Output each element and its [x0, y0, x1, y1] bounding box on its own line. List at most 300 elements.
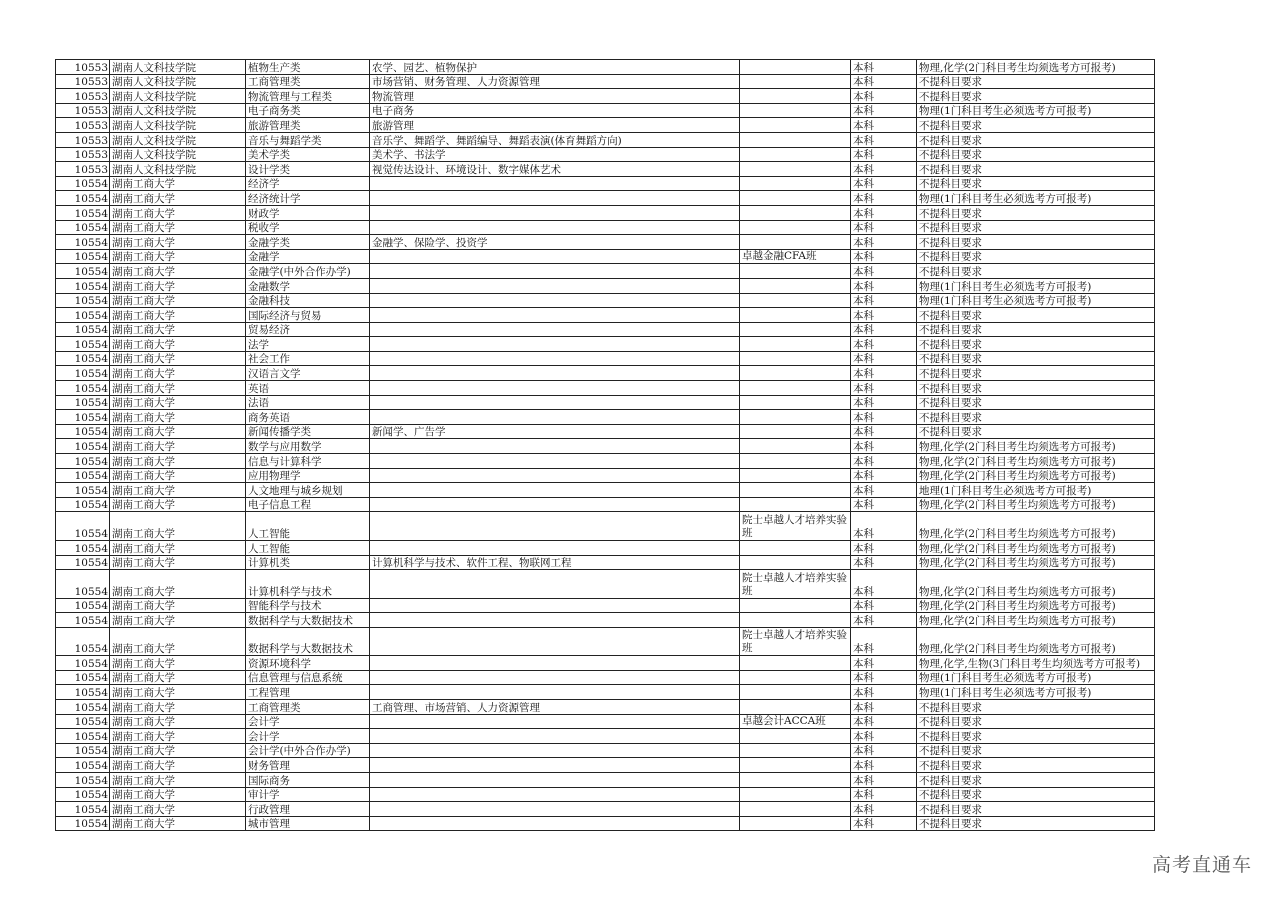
subject-requirement-cell: 物理,化学(2门科目考生均须选考方可报考) [917, 540, 1155, 555]
level-cell: 本科 [851, 351, 917, 366]
included-majors-cell [370, 176, 740, 191]
major-name-cell: 金融科技 [246, 293, 370, 308]
table-row [56, 381, 1155, 396]
subject-requirement-cell: 不提科目要求 [917, 132, 1155, 147]
included-majors-cell [370, 293, 740, 308]
remark-cell [740, 729, 851, 744]
remark-cell [740, 235, 851, 250]
included-majors-cell: 旅游管理 [370, 118, 740, 133]
school-code-cell: 10554 [56, 249, 110, 264]
included-majors-cell [370, 278, 740, 293]
table-row [56, 308, 1155, 323]
school-name-cell: 湖南工商大学 [110, 439, 246, 454]
major-name-cell: 城市管理 [246, 816, 370, 831]
level-cell: 本科 [851, 89, 917, 104]
subject-requirement-cell: 不提科目要求 [917, 176, 1155, 191]
subject-requirement-cell: 不提科目要求 [917, 381, 1155, 396]
remark-cell [740, 555, 851, 570]
included-majors-cell [370, 540, 740, 555]
level-cell: 本科 [851, 118, 917, 133]
school-code-cell: 10554 [56, 395, 110, 410]
subject-requirement-cell: 物理(1门科目考生必须选考方可报考) [917, 685, 1155, 700]
table-row [56, 439, 1155, 454]
school-name-cell: 湖南工商大学 [110, 700, 246, 715]
subject-requirement-cell: 物理(1门科目考生必须选考方可报考) [917, 191, 1155, 206]
school-code-cell: 10554 [56, 512, 110, 541]
table-row [56, 351, 1155, 366]
included-majors-cell [370, 191, 740, 206]
remark-cell [740, 176, 851, 191]
subject-requirement-cell: 不提科目要求 [917, 89, 1155, 104]
remark-cell [740, 670, 851, 685]
subject-requirement-cell: 物理,化学(2门科目考生均须选考方可报考) [917, 555, 1155, 570]
major-name-cell: 社会工作 [246, 351, 370, 366]
subject-requirement-cell: 不提科目要求 [917, 700, 1155, 715]
subject-requirement-cell: 不提科目要求 [917, 729, 1155, 744]
remark-cell [740, 337, 851, 352]
school-name-cell: 湖南工商大学 [110, 264, 246, 279]
school-code-cell: 10554 [56, 454, 110, 469]
school-name-cell: 湖南工商大学 [110, 743, 246, 758]
table-row [56, 555, 1155, 570]
level-cell: 本科 [851, 74, 917, 89]
level-cell: 本科 [851, 656, 917, 671]
school-code-cell: 10554 [56, 627, 110, 656]
subject-requirement-cell: 物理,化学(2门科目考生均须选考方可报考) [917, 512, 1155, 541]
major-name-cell: 设计学类 [246, 162, 370, 177]
subject-requirement-cell: 物理,化学(2门科目考生均须选考方可报考) [917, 627, 1155, 656]
table-row [56, 249, 1155, 264]
school-name-cell: 湖南工商大学 [110, 235, 246, 250]
table-row [56, 176, 1155, 191]
school-name-cell: 湖南工商大学 [110, 598, 246, 613]
subject-requirement-cell: 不提科目要求 [917, 220, 1155, 235]
school-name-cell: 湖南工商大学 [110, 773, 246, 788]
school-name-cell: 湖南人文科技学院 [110, 132, 246, 147]
included-majors-cell [370, 483, 740, 498]
school-name-cell: 湖南工商大学 [110, 366, 246, 381]
included-majors-cell [370, 351, 740, 366]
major-name-cell: 智能科学与技术 [246, 598, 370, 613]
school-name-cell: 湖南工商大学 [110, 410, 246, 425]
included-majors-cell [370, 787, 740, 802]
subject-requirement-cell: 不提科目要求 [917, 322, 1155, 337]
included-majors-cell [370, 308, 740, 323]
remark-cell [740, 74, 851, 89]
remark-cell [740, 381, 851, 396]
subject-requirement-cell: 物理,化学(2门科目考生均须选考方可报考) [917, 468, 1155, 483]
school-code-cell: 10554 [56, 743, 110, 758]
included-majors-cell: 物流管理 [370, 89, 740, 104]
major-name-cell: 汉语言文学 [246, 366, 370, 381]
watermark-logo-text: 高考直通车 [1151, 854, 1252, 876]
table-row [56, 395, 1155, 410]
level-cell: 本科 [851, 264, 917, 279]
table-row [56, 278, 1155, 293]
school-code-cell: 10554 [56, 685, 110, 700]
school-code-cell: 10554 [56, 773, 110, 788]
major-name-cell: 工商管理类 [246, 74, 370, 89]
table-row [56, 700, 1155, 715]
table-row [56, 656, 1155, 671]
level-cell: 本科 [851, 714, 917, 729]
remark-cell [740, 278, 851, 293]
major-name-cell: 植物生产类 [246, 60, 370, 75]
level-cell: 本科 [851, 220, 917, 235]
table-row [56, 103, 1155, 118]
subject-requirement-cell: 物理,化学(2门科目考生均须选考方可报考) [917, 570, 1155, 599]
remark-cell [740, 162, 851, 177]
major-name-cell: 工程管理 [246, 685, 370, 700]
remark-cell [740, 118, 851, 133]
school-name-cell: 湖南工商大学 [110, 729, 246, 744]
level-cell: 本科 [851, 308, 917, 323]
remark-cell [740, 424, 851, 439]
school-code-cell: 10554 [56, 802, 110, 817]
major-name-cell: 数据科学与大数据技术 [246, 613, 370, 628]
school-name-cell: 湖南工商大学 [110, 205, 246, 220]
major-name-cell: 国际经济与贸易 [246, 308, 370, 323]
remark-cell [740, 308, 851, 323]
remark-cell: 卓越会计ACCA班 [740, 714, 851, 729]
school-code-cell: 10554 [56, 337, 110, 352]
subject-requirement-cell: 不提科目要求 [917, 162, 1155, 177]
level-cell: 本科 [851, 512, 917, 541]
subject-requirement-cell: 物理,化学(2门科目考生均须选考方可报考) [917, 454, 1155, 469]
subject-requirement-cell: 不提科目要求 [917, 351, 1155, 366]
school-name-cell: 湖南人文科技学院 [110, 74, 246, 89]
school-code-cell: 10554 [56, 497, 110, 512]
level-cell: 本科 [851, 802, 917, 817]
included-majors-cell [370, 773, 740, 788]
level-cell: 本科 [851, 729, 917, 744]
subject-requirement-cell: 不提科目要求 [917, 773, 1155, 788]
level-cell: 本科 [851, 293, 917, 308]
school-code-cell: 10553 [56, 103, 110, 118]
subject-requirement-cell: 不提科目要求 [917, 264, 1155, 279]
table-row [56, 670, 1155, 685]
included-majors-cell [370, 627, 740, 656]
school-name-cell: 湖南人文科技学院 [110, 118, 246, 133]
major-name-cell: 经济统计学 [246, 191, 370, 206]
major-name-cell: 行政管理 [246, 802, 370, 817]
school-name-cell: 湖南工商大学 [110, 540, 246, 555]
included-majors-cell [370, 729, 740, 744]
table-row [56, 743, 1155, 758]
school-code-cell: 10554 [56, 410, 110, 425]
subject-requirement-cell: 物理(1门科目考生必须选考方可报考) [917, 293, 1155, 308]
remark-cell [740, 351, 851, 366]
major-name-cell: 金融学(中外合作办学) [246, 264, 370, 279]
school-code-cell: 10554 [56, 570, 110, 599]
subject-requirement-cell: 物理,化学(2门科目考生均须选考方可报考) [917, 598, 1155, 613]
school-code-cell: 10554 [56, 439, 110, 454]
remark-cell [740, 264, 851, 279]
table-row [56, 816, 1155, 831]
major-name-cell: 会计学 [246, 714, 370, 729]
major-name-cell: 国际商务 [246, 773, 370, 788]
level-cell: 本科 [851, 205, 917, 220]
remark-cell [740, 89, 851, 104]
remark-cell: 卓越金融CFA班 [740, 249, 851, 264]
included-majors-cell: 新闻学、广告学 [370, 424, 740, 439]
school-code-cell: 10554 [56, 381, 110, 396]
major-name-cell: 数学与应用数学 [246, 439, 370, 454]
remark-cell [740, 454, 851, 469]
remark-cell [740, 816, 851, 831]
school-code-cell: 10554 [56, 483, 110, 498]
remark-cell [740, 103, 851, 118]
major-name-cell: 法语 [246, 395, 370, 410]
subject-requirement-cell: 不提科目要求 [917, 308, 1155, 323]
school-name-cell: 湖南工商大学 [110, 249, 246, 264]
included-majors-cell [370, 802, 740, 817]
major-name-cell: 会计学(中外合作办学) [246, 743, 370, 758]
included-majors-cell [370, 395, 740, 410]
table-row [56, 483, 1155, 498]
school-name-cell: 湖南工商大学 [110, 816, 246, 831]
included-majors-cell [370, 570, 740, 599]
table-row [56, 685, 1155, 700]
school-name-cell: 湖南工商大学 [110, 714, 246, 729]
major-name-cell: 物流管理与工程类 [246, 89, 370, 104]
school-name-cell: 湖南工商大学 [110, 220, 246, 235]
school-code-cell: 10554 [56, 264, 110, 279]
school-name-cell: 湖南人文科技学院 [110, 162, 246, 177]
table-row [56, 714, 1155, 729]
level-cell: 本科 [851, 627, 917, 656]
level-cell: 本科 [851, 176, 917, 191]
subject-requirement-cell: 不提科目要求 [917, 802, 1155, 817]
remark-cell [740, 758, 851, 773]
level-cell: 本科 [851, 497, 917, 512]
school-name-cell: 湖南人文科技学院 [110, 103, 246, 118]
school-code-cell: 10554 [56, 656, 110, 671]
school-code-cell: 10554 [56, 816, 110, 831]
table-body [56, 60, 1155, 831]
school-name-cell: 湖南工商大学 [110, 351, 246, 366]
level-cell: 本科 [851, 249, 917, 264]
subject-requirement-cell: 不提科目要求 [917, 74, 1155, 89]
school-name-cell: 湖南工商大学 [110, 758, 246, 773]
subject-requirement-cell: 不提科目要求 [917, 395, 1155, 410]
level-cell: 本科 [851, 381, 917, 396]
major-name-cell: 旅游管理类 [246, 118, 370, 133]
remark-cell [740, 700, 851, 715]
subject-requirement-cell: 不提科目要求 [917, 787, 1155, 802]
major-name-cell: 审计学 [246, 787, 370, 802]
major-name-cell: 金融学 [246, 249, 370, 264]
included-majors-cell [370, 220, 740, 235]
table-row [56, 497, 1155, 512]
remark-cell [740, 685, 851, 700]
major-name-cell: 财政学 [246, 205, 370, 220]
included-majors-cell: 电子商务 [370, 103, 740, 118]
included-majors-cell [370, 337, 740, 352]
remark-cell [740, 60, 851, 75]
subject-requirement-cell: 物理,化学(2门科目考生均须选考方可报考) [917, 497, 1155, 512]
school-name-cell: 湖南工商大学 [110, 191, 246, 206]
remark-cell [740, 787, 851, 802]
school-code-cell: 10554 [56, 598, 110, 613]
school-name-cell: 湖南工商大学 [110, 570, 246, 599]
included-majors-cell [370, 322, 740, 337]
level-cell: 本科 [851, 468, 917, 483]
remark-cell [740, 497, 851, 512]
included-majors-cell [370, 613, 740, 628]
major-name-cell: 数据科学与大数据技术 [246, 627, 370, 656]
table-row [56, 235, 1155, 250]
table-row [56, 758, 1155, 773]
subject-requirement-cell: 不提科目要求 [917, 118, 1155, 133]
major-name-cell: 新闻传播学类 [246, 424, 370, 439]
school-name-cell: 湖南工商大学 [110, 670, 246, 685]
level-cell: 本科 [851, 410, 917, 425]
school-code-cell: 10554 [56, 293, 110, 308]
level-cell: 本科 [851, 103, 917, 118]
included-majors-cell [370, 758, 740, 773]
school-code-cell: 10554 [56, 714, 110, 729]
school-code-cell: 10554 [56, 351, 110, 366]
included-majors-cell [370, 512, 740, 541]
table-row [56, 802, 1155, 817]
school-code-cell: 10554 [56, 366, 110, 381]
remark-cell [740, 205, 851, 220]
level-cell: 本科 [851, 540, 917, 555]
major-name-cell: 工商管理类 [246, 700, 370, 715]
level-cell: 本科 [851, 366, 917, 381]
level-cell: 本科 [851, 787, 917, 802]
subject-requirement-cell: 不提科目要求 [917, 235, 1155, 250]
table-row [56, 773, 1155, 788]
table-row [56, 540, 1155, 555]
school-code-cell: 10554 [56, 220, 110, 235]
subject-requirement-cell: 不提科目要求 [917, 424, 1155, 439]
level-cell: 本科 [851, 424, 917, 439]
remark-cell [740, 598, 851, 613]
subject-requirement-cell: 不提科目要求 [917, 410, 1155, 425]
included-majors-cell: 市场营销、财务管理、人力资源管理 [370, 74, 740, 89]
level-cell: 本科 [851, 322, 917, 337]
included-majors-cell [370, 468, 740, 483]
school-name-cell: 湖南工商大学 [110, 278, 246, 293]
school-code-cell: 10554 [56, 468, 110, 483]
school-name-cell: 湖南工商大学 [110, 627, 246, 656]
school-code-cell: 10553 [56, 162, 110, 177]
school-name-cell: 湖南工商大学 [110, 322, 246, 337]
included-majors-cell [370, 670, 740, 685]
included-majors-cell [370, 410, 740, 425]
remark-cell [740, 468, 851, 483]
subject-requirement-cell: 不提科目要求 [917, 758, 1155, 773]
table-row [56, 74, 1155, 89]
table-row [56, 205, 1155, 220]
included-majors-cell: 美术学、书法学 [370, 147, 740, 162]
remark-cell: 院士卓越人才培养实验班 [740, 512, 851, 541]
remark-cell [740, 220, 851, 235]
school-name-cell: 湖南工商大学 [110, 293, 246, 308]
level-cell: 本科 [851, 132, 917, 147]
school-code-cell: 10554 [56, 670, 110, 685]
school-code-cell: 10553 [56, 118, 110, 133]
table-row [56, 627, 1155, 656]
remark-cell [740, 132, 851, 147]
school-name-cell: 湖南工商大学 [110, 555, 246, 570]
level-cell: 本科 [851, 758, 917, 773]
included-majors-cell [370, 249, 740, 264]
remark-cell [740, 439, 851, 454]
table-row [56, 322, 1155, 337]
major-name-cell: 人工智能 [246, 512, 370, 541]
table-row [56, 570, 1155, 599]
table-row [56, 89, 1155, 104]
subject-requirement-cell: 物理,化学,生物(3门科目考生均须选考方可报考) [917, 656, 1155, 671]
level-cell: 本科 [851, 700, 917, 715]
school-name-cell: 湖南工商大学 [110, 454, 246, 469]
subject-requirement-cell: 不提科目要求 [917, 337, 1155, 352]
table-row [56, 293, 1155, 308]
remark-cell [740, 322, 851, 337]
school-code-cell: 10554 [56, 322, 110, 337]
included-majors-cell [370, 366, 740, 381]
school-code-cell: 10554 [56, 278, 110, 293]
level-cell: 本科 [851, 454, 917, 469]
subject-requirement-cell: 地理(1门科目考生必须选考方可报考) [917, 483, 1155, 498]
major-name-cell: 会计学 [246, 729, 370, 744]
included-majors-cell: 视觉传达设计、环境设计、数字媒体艺术 [370, 162, 740, 177]
school-name-cell: 湖南工商大学 [110, 802, 246, 817]
included-majors-cell [370, 454, 740, 469]
included-majors-cell: 农学、园艺、植物保护 [370, 60, 740, 75]
major-name-cell: 信息与计算科学 [246, 454, 370, 469]
school-code-cell: 10554 [56, 729, 110, 744]
school-code-cell: 10553 [56, 74, 110, 89]
included-majors-cell [370, 656, 740, 671]
school-name-cell: 湖南工商大学 [110, 308, 246, 323]
remark-cell [740, 743, 851, 758]
remark-cell [740, 773, 851, 788]
included-majors-cell [370, 816, 740, 831]
school-name-cell: 湖南工商大学 [110, 613, 246, 628]
subject-requirement-cell: 不提科目要求 [917, 147, 1155, 162]
level-cell: 本科 [851, 670, 917, 685]
school-code-cell: 10554 [56, 555, 110, 570]
remark-cell [740, 191, 851, 206]
school-name-cell: 湖南工商大学 [110, 395, 246, 410]
subject-requirement-cell: 不提科目要求 [917, 366, 1155, 381]
school-name-cell: 湖南人文科技学院 [110, 60, 246, 75]
level-cell: 本科 [851, 191, 917, 206]
included-majors-cell: 金融学、保险学、投资学 [370, 235, 740, 250]
table-row [56, 512, 1155, 541]
subject-requirement-cell: 物理(1门科目考生必须选考方可报考) [917, 103, 1155, 118]
included-majors-cell [370, 381, 740, 396]
remark-cell [740, 540, 851, 555]
table-row [56, 220, 1155, 235]
school-code-cell: 10554 [56, 700, 110, 715]
level-cell: 本科 [851, 162, 917, 177]
subject-requirement-cell: 不提科目要求 [917, 205, 1155, 220]
included-majors-cell [370, 685, 740, 700]
school-name-cell: 湖南工商大学 [110, 483, 246, 498]
major-name-cell: 金融数学 [246, 278, 370, 293]
level-cell: 本科 [851, 60, 917, 75]
level-cell: 本科 [851, 483, 917, 498]
school-code-cell: 10554 [56, 540, 110, 555]
school-code-cell: 10554 [56, 613, 110, 628]
school-code-cell: 10554 [56, 308, 110, 323]
subject-requirement-cell: 物理(1门科目考生必须选考方可报考) [917, 278, 1155, 293]
